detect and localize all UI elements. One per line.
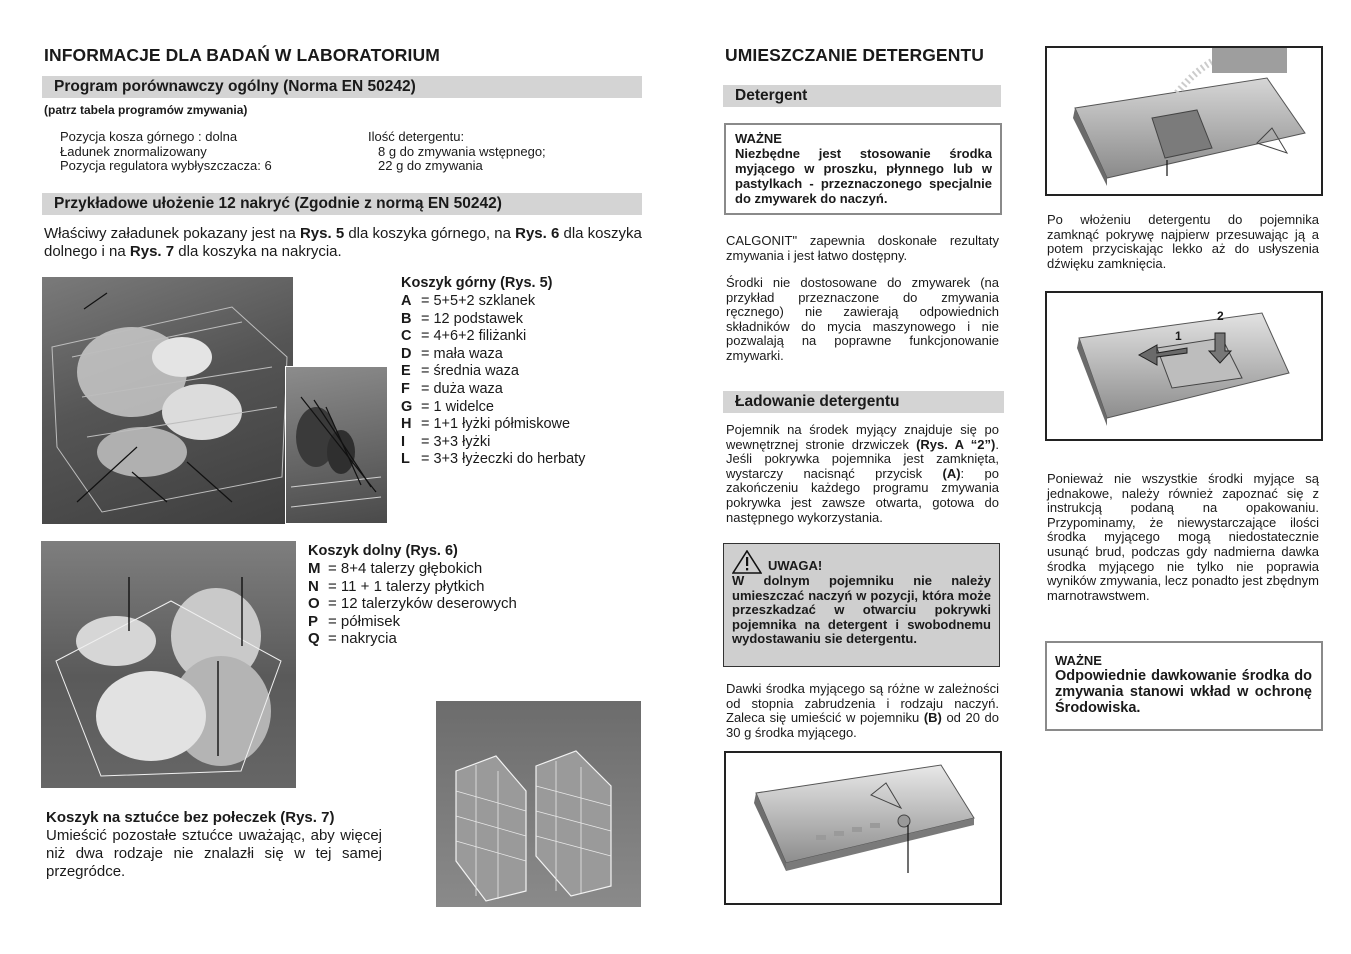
legend-value: = 12 talerzyków deserowych <box>328 595 517 613</box>
legend-key: M <box>308 560 321 577</box>
settings-line: Ilość detergentu: <box>368 129 465 144</box>
legend-key: F <box>401 380 410 397</box>
button-ref: (A) <box>942 465 961 481</box>
legend-row <box>401 346 585 364</box>
legend-key: E <box>401 363 411 380</box>
loading-text: : po zakończeniu każdego programu zmywania pokrywka jest zawsze otwarta, gotowa do następnego wykorzystania. <box>726 465 999 525</box>
settings-list-left <box>60 130 272 174</box>
legend-key: P <box>308 612 319 630</box>
legend-row <box>401 434 585 452</box>
legend-row <box>308 595 517 613</box>
lower-basket-photo <box>41 541 296 788</box>
legend-key: B <box>401 310 412 327</box>
detergent-dispenser-illustration <box>726 753 1000 903</box>
lower-basket-title: Koszyk dolny (Rys. 6) <box>308 543 458 559</box>
section-title-laboratory: INFORMACJE DLA BADAŃ W LABORATORIUM <box>44 45 440 65</box>
legend-value: = 4+6+2 filiżanki <box>421 328 527 345</box>
settings-line: Pozycja kosza górnego : dolna <box>60 129 238 144</box>
legend-row <box>401 451 585 469</box>
settings-line: Ładunek znormalizowany <box>60 143 207 159</box>
legend-value: = 8+4 talerzy głębokich <box>328 560 483 577</box>
fig-ref: (Rys. A “2”) <box>916 436 996 452</box>
legend-row <box>401 311 585 329</box>
section-bar-example-load: Przykładowe ułożenie 12 nakryć (Zgodnie z normą EN 50242) <box>42 193 642 215</box>
upper-basket-legend <box>401 275 585 469</box>
settings-line: Pozycja regulatora wybłyszczacza: 6 <box>60 158 272 174</box>
legend-value: = 3+3 łyżki <box>421 433 491 450</box>
important-box-environment <box>1045 641 1323 731</box>
legend-value: = 3+3 łyżeczki do herbaty <box>421 451 586 468</box>
intro-text: Właściwy załadunek pokazany jest na <box>44 225 300 242</box>
intro-text: dla koszyka górnego, na <box>344 225 516 242</box>
compartment-ref: (B) <box>923 710 942 726</box>
settings-list-right <box>368 130 546 174</box>
calgonit-paragraph: CALGONIT" zapewnia doskonałe rezultaty zmywania i jest łatwo dostępny. <box>726 233 999 263</box>
legend-row <box>401 399 585 417</box>
legend-key: N <box>308 577 319 595</box>
loading-text: . Jeśli pokrywka pojemnika jest zamknięta, wystarczy nacisnąć przycisk <box>726 436 999 481</box>
legend-row <box>308 613 517 631</box>
intro-text: dla koszyka na nakrycia. <box>174 243 342 260</box>
legend-key: A <box>401 293 412 309</box>
legend-key: D <box>401 345 412 362</box>
settings-line: 8 g do zmywania wstępnego; <box>378 143 546 159</box>
legend-row <box>308 630 517 648</box>
fig-ref: Rys. 5 <box>299 225 345 242</box>
important-box-detergent-type <box>724 123 1002 215</box>
cutlery-basket-photo <box>436 701 641 907</box>
legend-key: O <box>308 595 320 613</box>
fig-ref: Rys. 7 <box>129 243 175 260</box>
loading-text: Pojemnik na środek myjący znajduje się po wewnętrznej stronie drzwiczek <box>726 422 999 452</box>
upper-basket-illustration <box>42 277 293 524</box>
dispenser-filling-figure <box>1045 46 1323 196</box>
legend-value: = duża waza <box>421 380 503 397</box>
section-bar-program: Program porównawczy ogólny (Norma EN 50242) <box>42 76 642 98</box>
warning-text: W dolnym pojemniku nie należy umieszczać naczyń w pozycji, która może przeszkadzać w otwarciu pokrywki pojemnika na detergent i swobodnemu wydostawaniu sie detergentu. <box>732 573 991 647</box>
legend-value: = 1 widelce <box>421 398 494 415</box>
warning-triangle-icon <box>732 550 762 574</box>
important-heading: WAŻNE <box>1055 653 1102 668</box>
legend-row <box>308 560 517 578</box>
lower-basket-legend <box>308 543 517 648</box>
cutlery-detail-photo <box>285 366 388 524</box>
cutlery-basket-section <box>46 809 382 881</box>
loading-paragraph <box>726 423 999 525</box>
legend-value: = mała waza <box>421 345 503 362</box>
legend-key: C <box>401 328 412 345</box>
legend-key: I <box>401 433 406 450</box>
load-intro-paragraph <box>44 225 644 261</box>
important-text: Niezbędne jest stosowanie środka myjącego w proszku, płynnego lub w pastylkach - przeznaczonego specjalnie do zmywarek do naczyń. <box>735 146 992 206</box>
legend-row <box>401 293 585 311</box>
section-bar-detergent: Detergent <box>723 85 1001 107</box>
section-title-detergent-placement: UMIESZCZANIE DETERGENTU <box>725 45 984 65</box>
program-table-note: (patrz tabela programów zmywania) <box>44 103 248 117</box>
unsuitable-detergent-paragraph: Środki nie dostosowane do zmywarek (na przykład przeznaczone do zmywania ręcznego) nie zawierają odpowiednich składników do mycia maszynowego i nie pozwalają na poprawne funkcjonowanie zmywarki. <box>726 275 999 363</box>
figure-step-1-label: 1 <box>1175 329 1182 343</box>
lower-basket-illustration <box>41 541 296 788</box>
legend-key: H <box>401 416 412 433</box>
legend-value: = nakrycia <box>328 630 397 648</box>
close-lid-paragraph: Po włożeniu detergentu do pojemnika zamknąć pokrywę najpierw przesuwając ją a potem przyciskając lekko aż do usłyszenia dźwięku zamknięcia. <box>1047 212 1319 271</box>
settings-line: 22 g do zmywania <box>378 158 483 174</box>
section-bar-loading-detergent: Ładowanie detergentu <box>723 391 1004 413</box>
important-text: Odpowiednie dawkowanie środka do zmywania stanowi wkład w ochronę Środowiska. <box>1055 668 1312 716</box>
legend-value: = półmisek <box>328 612 401 630</box>
legend-row <box>401 328 585 346</box>
intro-text: dla koszyka dolnego i na <box>44 225 642 260</box>
legend-value: = 11 + 1 talerzy płytkich <box>328 577 485 595</box>
legend-value: = średnia waza <box>421 363 519 380</box>
cutlery-detail-illustration <box>286 367 387 523</box>
legend-key: L <box>401 451 410 468</box>
dose-paragraph <box>726 682 999 740</box>
legend-key: G <box>401 398 413 415</box>
legend-value: = 5+5+2 szklanek <box>421 293 536 309</box>
lower-basket-items <box>308 560 517 648</box>
cutlery-basket-title: Koszyk na sztućce bez połeczek (Rys. 7) <box>46 809 335 826</box>
legend-key: Q <box>308 630 320 648</box>
dose-text: Dawki środka myjącego są różne w zależności od stopnia zabrudzenia i rodzaju naczyń. Zaleca się umieścić w pojemniku <box>726 681 999 726</box>
cutlery-basket-text: Umieścić pozostałe sztućce uważając, aby więcej niż dwa rodzaje nie znalazłi się w tej samej przegródce. <box>46 827 382 880</box>
fig-ref: Rys. 6 <box>515 225 560 242</box>
warning-header <box>732 550 991 574</box>
cutlery-basket-illustration <box>436 701 641 907</box>
legend-row <box>308 578 517 596</box>
lid-closing-illustration <box>1047 293 1321 439</box>
upper-basket-photo <box>42 277 293 524</box>
dispenser-figure-b <box>724 751 1002 905</box>
warning-heading: UWAGA! <box>768 558 823 574</box>
figure-step-2-label: 2 <box>1217 309 1224 323</box>
legend-row <box>401 381 585 399</box>
legend-value: = 12 podstawek <box>421 310 523 327</box>
warning-box <box>723 543 1000 667</box>
dose-text: od 20 do 30 g środka myjącego. <box>726 710 1000 740</box>
dosage-info-paragraph: Ponieważ nie wszystkie środki myjące są jednakowe, należy również zapoznać się z instrukcją podaną na opakowaniu. Przypominamy, że niewystarczające ilości środka myjącego mogą niedostatecznie usunąć brud, podczas gdy nadmierna dawka środka myjącego nie tylko nie poprawia wyników zmywania, lecz ponadto jest zbędnym marnotrawstwem. <box>1047 471 1319 603</box>
upper-basket-items <box>401 293 585 469</box>
legend-value: = 1+1 łyżki półmiskowe <box>421 416 571 433</box>
lid-closing-figure <box>1045 291 1323 441</box>
upper-basket-title: Koszyk górny (Rys. 5) <box>401 275 553 291</box>
dispenser-filling-illustration <box>1047 48 1321 194</box>
legend-row <box>401 363 585 381</box>
important-heading: WAŻNE <box>735 131 782 146</box>
legend-row <box>401 416 585 434</box>
